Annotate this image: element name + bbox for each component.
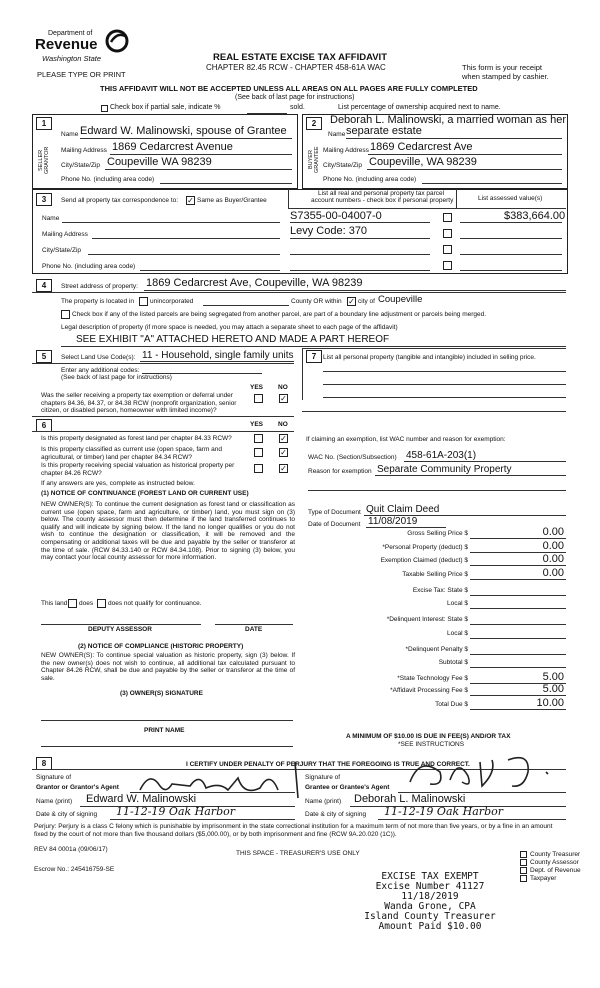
fee-label: *Delinquent Penalty $ (405, 645, 468, 653)
deputy-assessor-label: DEPUTY ASSESSOR (88, 626, 152, 633)
treasurer-only: THIS SPACE - TREASURER'S USE ONLY (236, 850, 360, 857)
grantee-date-label: Date & city of signing (305, 811, 367, 818)
stamp-line: Wanda Grone, CPA (384, 901, 476, 912)
section-2-number: 2 (306, 117, 322, 130)
section6-no: NO (278, 421, 288, 428)
stamp-line: Amount Paid $10.00 (378, 921, 482, 932)
list-pct: List percentage of ownership acquired next to name. (338, 104, 501, 111)
fee-list (300, 526, 566, 740)
stamp-line: Excise Number 41127 (375, 881, 485, 892)
copy-label: County Treasurer (530, 851, 581, 859)
section5-yes: YES (250, 384, 264, 391)
current-use-no-checkbox[interactable]: ✓ (280, 448, 287, 457)
fee-value[interactable]: 0.00 (542, 526, 564, 538)
seller-name-label: Name (61, 131, 79, 138)
stamp-line: 11/18/2019 (401, 891, 459, 902)
notice1-title: (1) NOTICE OF CONTINUANCE (FOREST LAND OR CURRENT USE) (41, 490, 249, 497)
stamp-line: Island County Treasurer (364, 911, 496, 922)
logo-line1: Department of (48, 30, 93, 37)
additional-codes-label: Enter any additional codes: (61, 367, 140, 374)
grantor-date-city[interactable]: 11-12-19 Oak Harbor (116, 805, 235, 818)
fee-label: *Personal Property (deduct) $ (382, 543, 468, 551)
fee-label: Total Due $ (435, 701, 468, 708)
notice1-body: NEW OWNER(S): To continue the current designation as forest land or classification as current use (open space, farm and agriculture, or timber) land, you must sign on (3) below. The county assessor must then determine if the land transferred continues to qualify and will indicate by signing below. If the land no longer qualifies or you do not wish to continue the designation or classification, it will be removed and the compensating or additional taxes will be due and payable by the seller or transferor at the time of sale. (RCW 84.33.140 or RCW 84.34.108). Prior to signing (3) below, you may contact your local county assessor for more information. (41, 501, 295, 562)
corr-city-label: City/State/Zip (42, 247, 82, 254)
copy-checkbox[interactable] (520, 867, 527, 874)
assessed-1[interactable]: $383,664.00 (504, 210, 566, 222)
parcel-2-personal-checkbox[interactable] (443, 229, 452, 238)
fee-value[interactable]: 5.00 (542, 682, 564, 695)
seller-city[interactable]: Coupeville WA 98239 (107, 156, 212, 168)
fee-value[interactable]: 5.00 (542, 671, 564, 683)
copy-distribution (520, 851, 600, 891)
receipt-note-2: when stamped by cashier. (462, 72, 549, 81)
fee-label: Exemption Claimed (deduct) $ (380, 557, 468, 564)
buyer-side-label: BUYER GRANTEE (308, 146, 320, 174)
parcels-header-2: account numbers - check box if personal property (311, 197, 454, 204)
historic-no-checkbox[interactable]: ✓ (280, 464, 287, 473)
logo-line2: Revenue (35, 36, 98, 53)
doc-date-label: Date of Document (308, 521, 361, 528)
fee-value[interactable]: 0.00 (542, 553, 564, 565)
grantee-date-city[interactable]: 11-12-19 Oak Harbor (384, 805, 503, 818)
grantor-name-print[interactable]: Edward W. Malinowski (86, 793, 197, 805)
logo-line3: Washington State (42, 54, 102, 63)
copy-checkbox[interactable] (520, 859, 527, 866)
land-use-label: Select Land Use Code(s): (61, 354, 136, 361)
county-or-label: County OR within (291, 298, 342, 305)
see-back: (See back of last page for instructions) (235, 94, 355, 101)
fee-value[interactable]: 10.00 (536, 697, 564, 709)
parcel-4-personal-checkbox[interactable] (443, 261, 452, 270)
sold-label: sold. (290, 104, 305, 111)
buyer-city[interactable]: Coupeville, WA 98239 (369, 156, 477, 168)
parcel-1[interactable]: S7355-00-04007-0 (290, 210, 382, 222)
grantee-signature (400, 752, 560, 792)
seller-phone-label: Phone No. (including area code) (61, 176, 155, 183)
fee-label: Local $ (447, 600, 468, 607)
section-1-number: 1 (36, 117, 52, 130)
corr-mailing-label: Mailing Address (42, 231, 88, 238)
copy-item[interactable] (520, 875, 556, 882)
copy-label: Taxpayer (530, 875, 557, 883)
seller-name[interactable]: Edward W. Malinowski, spouse of Grantee (80, 125, 287, 137)
grantee-name-label: Name (print) (305, 798, 342, 805)
exempt-yes-checkbox[interactable] (254, 394, 263, 403)
escrow-number: Escrow No.: 245416759-SE (34, 866, 115, 873)
wac-number[interactable]: 458-61A-203(1) (406, 450, 477, 461)
perjury-note: Perjury: Perjury is a class C felony which is punishable by imprisonment in the state correctional institution for a maximum term of not more than five years, or by a fine in an amount fixed by the court of not more than five thousand dollars ($5,000.00), or by both imprisonment and fine (RCW 9A.20.020 (1C)). (34, 823, 553, 838)
fee-label: Taxable Selling Price $ (402, 570, 468, 578)
deputy-date-label: DATE (245, 626, 263, 633)
unincorporated-label: unincorporated (150, 298, 194, 305)
levy-code[interactable]: Levy Code: 370 (290, 225, 368, 237)
partial-sale-label: Check box if partial sale, indicate % (110, 104, 221, 111)
fee-label: *Affidavit Processing Fee $ (390, 686, 468, 694)
section-7-number: 7 (306, 350, 322, 363)
copy-item[interactable] (520, 859, 579, 866)
segregated-label: Check box if any of the listed parcels are being segregated from another parcel, are part of a boundary line adjustment or parcels being merged. (72, 311, 487, 318)
copy-label: County Assessor (530, 859, 579, 867)
corr-name-label: Name (42, 215, 60, 222)
buyer-name-label: Name (328, 131, 346, 138)
historic-question: Is this property receiving special valuation as historical property per chapter 84.26 RCW? (41, 462, 235, 477)
section5-no: NO (278, 384, 288, 391)
exemption-reason[interactable]: Separate Community Property (377, 464, 512, 475)
street-label: Street address of property: (61, 283, 138, 290)
buyer-mailing-label: Mailing Address (323, 147, 369, 154)
buyer-name-line1[interactable]: Deborah L. Malinowski, a married woman as her (330, 114, 566, 126)
minimum-note: A MINIMUM OF $10.00 IS DUE IN FEE(S) AND/OR TAX (346, 733, 511, 740)
current-use-yes-checkbox[interactable] (254, 448, 263, 457)
forest-question: Is this property designated as forest land per chapter 84.33 RCW? (41, 435, 232, 442)
grantor-name-label: Name (print) (36, 798, 73, 805)
receipt-note-1: This form is your receipt (462, 63, 543, 72)
stamp-line: EXCISE TAX EXEMPT (381, 871, 479, 882)
form-chapter: CHAPTER 82.45 RCW - CHAPTER 458-61A WAC (206, 63, 386, 72)
fee-value[interactable]: 0.00 (542, 539, 564, 552)
grantee-sig-of: Signature of (305, 774, 341, 781)
fee-label: *Delinquent Interest: State $ (386, 616, 468, 623)
rev-number: REV 84 0001a (09/06/17) (34, 846, 108, 853)
owner-signature-label: (3) OWNER(S) SIGNATURE (120, 690, 203, 697)
warning-text: THIS AFFIDAVIT WILL NOT BE ACCEPTED UNLESS ALL AREAS ON ALL PAGES ARE FULLY COMPLETED (100, 84, 478, 93)
section-4-number: 4 (36, 279, 52, 292)
land-does-checkbox[interactable] (68, 599, 77, 608)
seller-side-label: SELLER GRANTOR (38, 146, 50, 174)
exemption-question: Was the seller receiving a property tax exemption or deferral under chapters 84.36, 84.37, or 84.38 RCW (nonprofit organization, senior citizen, or disabled person, homeowner with limited income)? (41, 392, 237, 414)
grantor-date-label: Date & city of signing (36, 811, 98, 818)
forest-yes-checkbox[interactable] (254, 434, 263, 443)
grantee-name-print[interactable]: Deborah L. Malinowski (354, 793, 466, 805)
buyer-city-label: City/State/Zip (323, 162, 363, 169)
buyer-mailing[interactable]: 1869 Cedarcrest Ave (370, 141, 473, 153)
doc-type-label: Type of Document (308, 509, 361, 516)
current-use-question: Is this property classified as current use (open space, farm and agricultural, or timber) land per chapter 84.34 RCW? (41, 446, 223, 461)
exemption-claim-label: If claiming an exemption, list WAC number and reason for exemption: (306, 436, 506, 443)
notice2-body: NEW OWNER(S): To continue special valuation as historic property, sign (3) below. If the new owner(s) does not wish to continue, all additional tax calculated pursuant to Chapter 84.26 RCW, shall be due and payable by the seller or transferor at the time of sale. (41, 652, 295, 682)
seller-mailing[interactable]: 1869 Cedarcrest Avenue (112, 141, 233, 153)
city-of-label: city of (358, 298, 375, 305)
dor-logo (30, 28, 130, 72)
buyer-phone-label: Phone No. (including area code) (323, 176, 417, 183)
copy-item[interactable] (520, 851, 580, 858)
grantor-agent-label: Grantor or Grantor's Agent (36, 784, 119, 791)
forest-no-checkbox[interactable]: ✓ (280, 434, 287, 443)
copy-checkbox[interactable] (520, 875, 527, 882)
this-land-label: This land (41, 600, 68, 607)
parcel-1-personal-checkbox[interactable] (443, 213, 452, 222)
doc-date[interactable]: 11/08/2019 (368, 516, 418, 527)
fee-label: Subtotal $ (438, 659, 468, 666)
exempt-no-checkbox[interactable]: ✓ (280, 394, 287, 403)
section-8-number: 8 (36, 757, 52, 770)
copy-item[interactable] (520, 867, 581, 874)
fee-value[interactable]: 0.00 (542, 566, 564, 579)
land-does-not-label: does not qualify for continuance. (108, 600, 202, 607)
land-does-label: does (79, 600, 94, 607)
form-title: REAL ESTATE EXCISE TAX AFFIDAVIT (213, 52, 388, 63)
grantor-signature (120, 760, 310, 800)
copy-label: Dept. of Revenue (530, 867, 581, 875)
if-yes-note: If any answers are yes, complete as instructed below. (41, 480, 195, 487)
fee-label: Excise Tax: State $ (412, 586, 468, 594)
parcels-header-1: List all real and personal property tax parcel (318, 190, 445, 197)
within-city-checkbox[interactable]: ✓ (348, 297, 355, 306)
print-name-label: PRINT NAME (144, 727, 185, 734)
section6-yes: YES (250, 421, 264, 428)
buyer-name[interactable]: separate estate (346, 125, 422, 137)
personal-property-label: List all personal property (tangible and intangible) included in selling price. (323, 354, 536, 361)
corr-phone-label: Phone No. (including area code) (42, 263, 136, 270)
city-name[interactable]: Coupeville (378, 294, 423, 305)
wac-label: WAC No. (Section/Subsection) (308, 454, 397, 461)
fee-label: Local $ (447, 629, 468, 637)
treasurer-stamp (350, 872, 510, 932)
partial-sale-checkbox[interactable] (101, 105, 108, 112)
unincorporated-checkbox[interactable] (139, 297, 148, 306)
section-5-number: 5 (36, 350, 52, 363)
land-does-not-checkbox[interactable] (97, 599, 106, 608)
dor-swoosh-icon (105, 28, 129, 54)
grantor-sig-of: Signature of (36, 774, 72, 781)
segregated-checkbox[interactable] (61, 310, 70, 319)
legal-label: Legal description of property (if more space is needed, you may attach a separate sheet to each page of the affidavit) (61, 324, 398, 331)
section5-see-back: (See back of last page for instructions) (61, 374, 172, 381)
located-in-label: The property is located in (61, 298, 134, 305)
fee-label: *State Technology Fee $ (397, 675, 468, 682)
historic-yes-checkbox[interactable] (254, 464, 263, 473)
see-instructions: *SEE INSTRUCTIONS (398, 741, 465, 748)
send-correspondence-label: Send all property tax correspondence to: (61, 197, 179, 204)
legal-description[interactable]: SEE EXHIBIT "A" ATTACHED HERETO AND MADE A PART HEREOF (76, 334, 390, 345)
land-use-code[interactable]: 11 - Household, single family units (142, 350, 294, 361)
certify-statement: I CERTIFY UNDER PENALTY OF PERJURY THAT THE FOREGOING IS TRUE AND CORRECT. (186, 761, 470, 768)
same-as-buyer-checkbox[interactable]: ✓ (187, 196, 194, 205)
grantee-agent-label: Grantee or Grantee's Agent (305, 784, 390, 791)
seller-mailing-label: Mailing Address (61, 147, 107, 154)
notice2-title: (2) NOTICE OF COMPLIANCE (HISTORIC PROPERTY) (78, 643, 244, 650)
doc-type[interactable]: Quit Claim Deed (366, 504, 440, 515)
street-address[interactable]: 1869 Cedarcrest Ave, Coupeville, WA 98239 (146, 277, 363, 289)
parcel-3-personal-checkbox[interactable] (443, 245, 452, 254)
reason-label: Reason for exemption (308, 468, 372, 475)
seller-city-label: City/State/Zip (61, 162, 101, 169)
fee-label: Gross Selling Price $ (407, 530, 468, 537)
copy-checkbox[interactable] (520, 851, 527, 858)
section-6-number: 6 (36, 419, 52, 432)
please-type: PLEASE TYPE OR PRINT (37, 70, 126, 79)
assessed-header: List assessed value(s) (478, 195, 543, 202)
same-as-buyer-label: Same as Buyer/Grantee (197, 197, 267, 204)
section-3-number: 3 (36, 193, 52, 206)
